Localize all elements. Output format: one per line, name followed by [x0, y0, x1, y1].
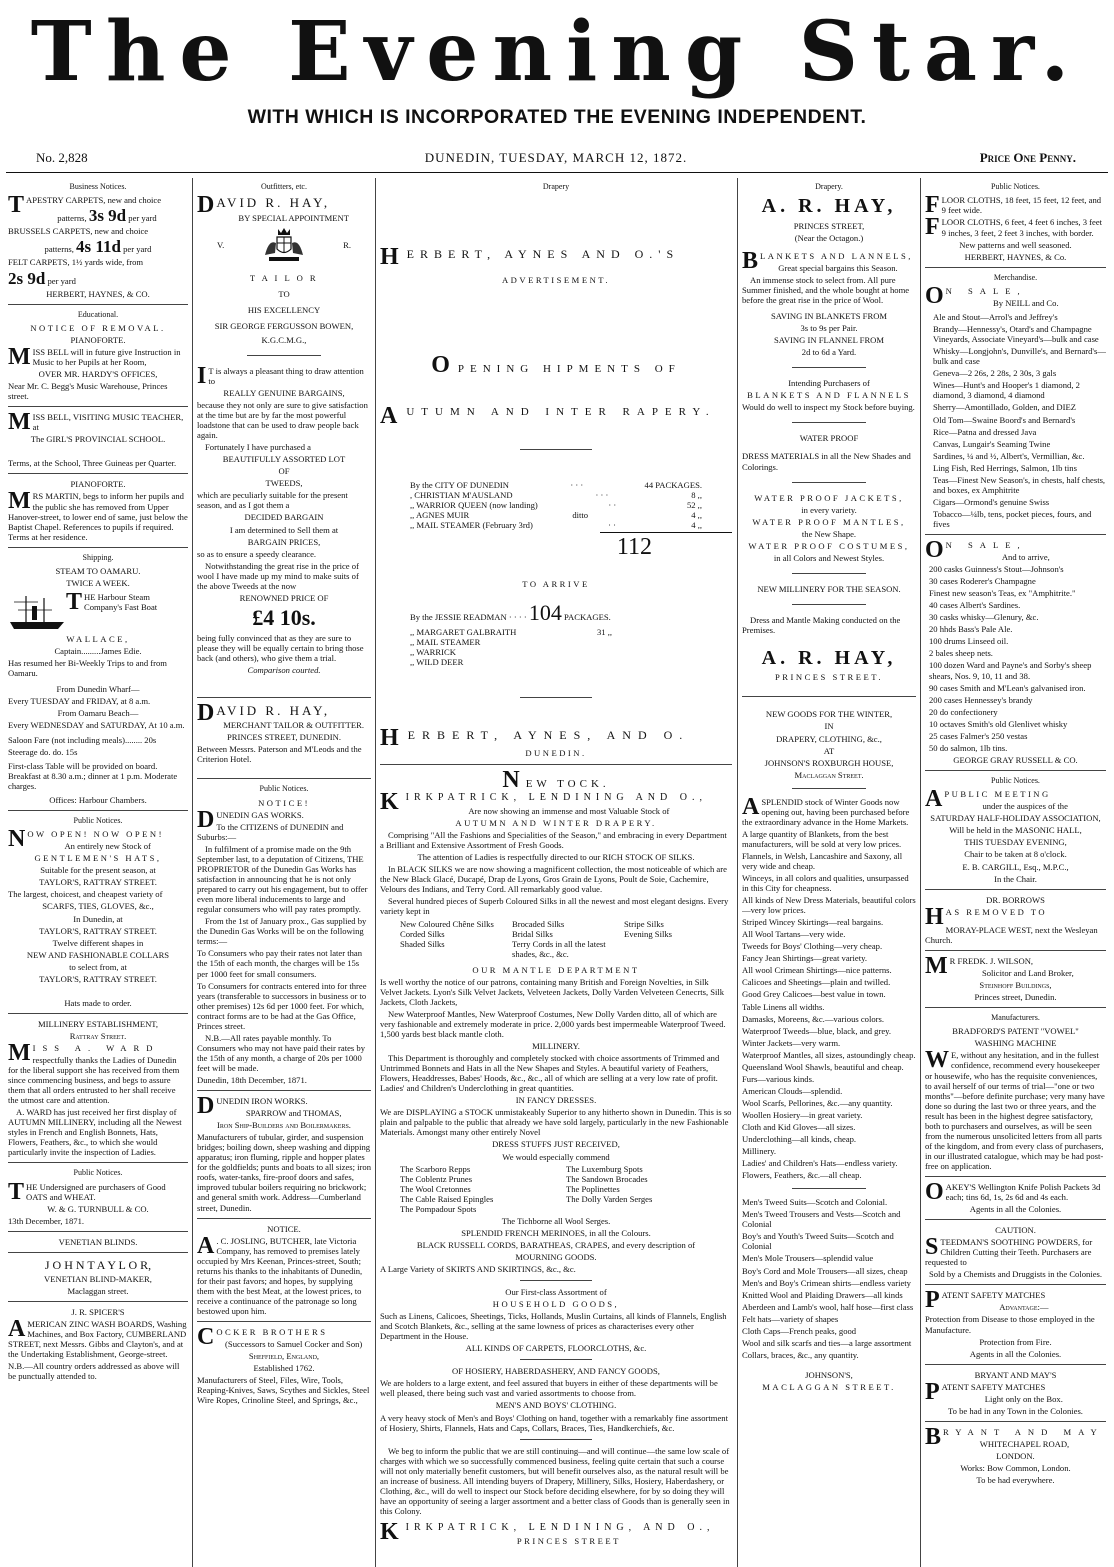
merchandise-item: Old Tom—Swaine Boord's and Bernard's	[933, 414, 1076, 425]
shipment-row	[410, 490, 702, 500]
a-r-hay-ad: A. R. HAY, PRINCES STREET, (Near the Octagon.) BLANKETS AND LANNELS, Great special bargains this Season. An immense stock to select from. All pure Summer finished, and the whole bought at home before the great rise in the price of Wool. SAVING IN BLANKETS FROM 3s to 9s per Pair. SAVING IN FLANNEL FROM 2d to 6d a Yard. Intending Purchasers of BLANKETS AND FLANNELS Would do well to inspect my Stock before buying. WATER PROOF DRESS MATERIALS in all the New Shades and Colorings. WATER PROOF JACKETS, in every variety. WATER PROOF MANTLES, the New Shape. WATER PROOF COSTUMES, in all Colors and Newest Styles. NEW MILLINERY FOR THE SEASON. Dress and Mantle Making conducted on the Premises. A. R. HAY, PRINCES STREET.	[742, 195, 915, 683]
goods-item: A large quantity of Blankets, from the best manufacturers, will be sold at very low prices.	[742, 828, 902, 849]
royal-crest-icon	[261, 225, 307, 265]
goods-item: Fancy Jean Shirtings—great variety.	[742, 953, 867, 964]
dress-stuff-item: The Wool Cretonnes	[400, 1183, 471, 1194]
newspaper-subtitle: WITH WHICH IS INCORPORATED THE EVENING INDEPENDENT.	[247, 106, 867, 128]
clothing-item: Men's Mole Trousers—splendid value	[742, 1253, 874, 1264]
wilson-notice: M R FREDK. J. WILSON, Solicitor and Land Broker, Steinhoff Buildings, Princes street, Dunedin.	[925, 952, 1074, 1002]
ship-packages: 4 ,,	[691, 510, 702, 521]
section-heading: Drapery.	[815, 182, 843, 191]
merchandise-item: Finest new season's Teas, ex "Amphitrite."	[929, 588, 1076, 599]
merchandise-item: 2 bales sheep nets.	[929, 648, 993, 659]
goods-item: Underclothing—all kinds, cheap.	[742, 1134, 857, 1145]
goods-item: Ladies' and Children's Hats—endless variety.	[742, 1158, 898, 1169]
goods-item: Queensland Wool Shawls, beautiful and cheap.	[742, 1061, 904, 1072]
goods-item: Winter Jackets—very warm.	[742, 1037, 841, 1048]
merchandise-item: 50 do salmon, 1lb tins.	[929, 742, 1008, 753]
merchandise-item: 40 cases Albert's Sardines.	[929, 600, 1021, 611]
dress-stuff-item: The Scarboro Repps	[400, 1163, 471, 1174]
section-heading: Public Notices.	[73, 1168, 123, 1178]
goods-item: Striped Wincey Skirtings—real bargains.	[742, 917, 884, 928]
safety-matches-ad: PATENT SAFETY MATCHES Advantage:— Protection from Disease to those employed in the Manufacture. Protection from Fire. Agents in all the Colonies.	[925, 1287, 1095, 1359]
goods-item: Table Linens all widths.	[742, 1001, 825, 1012]
millinery-ad: MILLINERY ESTABLISHMENT, Rattray Street. MISS A. WARD respectfully thanks the Ladies of Dunedin for the liberal support she has received from them since commencing business, and begs to assure them that all orders entrusted to her shall receive the utmost care and attention. A. WARD has just received her first display of AUTUMN MILLINERY, including all the Newest styles in French and English Bonnets, Hats, Flowers, Feathers, &c., to which she would particularly invite the inspection of Ladies.	[8, 1018, 182, 1158]
ship-note: · ·	[608, 500, 617, 511]
clothing-item: Cloth Caps—French peaks, good	[742, 1325, 857, 1336]
merchandise-item: 20 hhds Bass's Pale Ale.	[929, 624, 1013, 635]
johnsons-ad: NEW GOODS FOR THE WINTER, IN DRAPERY, CLOTHING, &c., AT JOHNSON'S ROXBURGH HOUSE, Maclaggan Street. ASPLENDID stock of Winter Goods now opening out, having been purchased before the extraordinary advance in the Home Markets. A large quantity of Blankets, from the best manufacturers, will be sold at very low prices. Flannels, in Welsh, Lancashire and Saxony, all very wide and cheap. Winceys, in all colors and qualities, unsurpassed in this City for cheapness. All kinds of New Dress Materials, beautiful colors—very low prices. Striped Wincey Skirtings—real bargains. All Wool Tartans—very wide. Tweeds for Boys' Clothing—very cheap. Fancy Jean Shirtings—great variety. All wool Crimean Shirtings—nice patterns. Calicoes and Sheetings—plain and twilled. Good Grey Calicoes—best value in town. Table Linens all widths. Damasks, Moreens, &c.—various colors. Waterproof Tweeds—blue, black, and grey. Winter Jackets—very warm. Waterproof Mantles, all sizes, astoundingly cheap. Queensland Wool Shawls, beautiful and cheap. Furs—various kinds. American Clouds—splendid. Wool Scarfs, Pellorines, &c.—any quantity. Woollen Hosiery—in great variety. Cloth and Kid Gloves—all sizes. Underclothing—all kinds, cheap. Millinery. Ladies' and Children's Hats—endless variety. Flowers, Feathers, &c.—all cheap. Men's Tweed Suits—Scotch and Colonial. Men's Tweed Trousers and Vests—Scotch and Colonial Boy's and Youth's Tweed Suits—Scotch and Colonial Men's Mole Trousers—splendid value Boy's Cord and Mole Trousers—all sizes, cheap Men's and Boy's Crimean shirts—endless variety Knitted Wool and Plaiding Drawers—all kinds Aberdeen and Lamb's wool, half hose—first class Felt hats—variety of shapes Cloth Caps—French peaks, good Wool and silk scarfs and ties—a large assortment Collars, braces, &c., any quantity. JOHNSON'S, MACLAGGAN STREET.	[742, 709, 916, 1392]
merchandise-item: Tobacco—¼lb, tens, pocket pieces, fours, and fives	[933, 508, 1092, 529]
clothing-item: Knitted Wool and Plaiding Drawers—all kinds	[742, 1289, 903, 1300]
merchandise-list-2	[925, 564, 1106, 753]
blinds-ad: VENETIAN BLINDS. J O H N T A Y L O R, VENETIAN BLIND-MAKER, Maclaggan street.	[8, 1237, 188, 1296]
arrival-row	[410, 627, 702, 637]
ship-name: By the CITY OF DUNEDIN	[410, 480, 509, 491]
goods-item: Waterproof Tweeds—blue, black, and grey.	[742, 1025, 892, 1036]
clothing-item: Boy's and Youth's Tweed Suits—Scotch and Colonial	[742, 1231, 894, 1252]
clothing-item: Wool and silk scarfs and ties—a large assortment	[742, 1337, 912, 1348]
goods-item: Wool Scarfs, Pellorines, &c.—any quantity.	[742, 1097, 893, 1108]
merchandise-item: Teas—Finest New Season's, in chests, half chests, and boxes, ex Amphitrite	[933, 474, 1106, 495]
silk-item: Bridal Silks	[512, 928, 553, 939]
merchandise-item: 10 octaves Smith's old Glenlivet whisky	[929, 718, 1068, 729]
clothing-item: Men's Tweed Suits—Scotch and Colonial.	[742, 1197, 888, 1208]
merchandise-item: Rice—Patna and dressed Java	[933, 426, 1037, 437]
goods-item: Calicoes and Sheetings—plain and twilled.	[742, 977, 891, 988]
silk-item: Stripe Silks	[624, 918, 664, 929]
kirkpatrick-glendining-ad: NEW TOCK. KIRKPATRICK, LENDINING AND O., Are now showing an immense and most Valuable Stock of AUTUMN AND WINTER DRAPERY. Comprising "All the Fashions and Specialities of the Season," and embracing in every Department a Brilliant and Extensive Assortment of Fresh Goods. The attention of Ladies is respectfully directed to our RICH STOCK OF SILKS. In BLACK SILKS we are now showing a magnificent collection, the most noticeable of which are the New Black Glacé, Ducapé, Drap de Lyons, Gros Grain de Lyons, Poult de Soie, Cachemire, Velours des Indians, and Terry Cord. All remarkably good value. Several hundred pieces of Superb Coloured Silks in all the newest and most elegant designs. Every variety kept in New Coloured Chêne Silks Brocaded Silks Stripe Silks Corded Silks Bridal Silks Evening Silks Shaded Silks Terry Cords in all the latest shades, &c., &c. OUR MANTLE DEPARTMENT Is well worthy the notice of our patrons, containing many British and Foreign Novelties, in Silk Velvet Jackets. Lyon's Silk Velvet Jackets, Velveteen Jackets, Dolly Varden Velveteen Cenecrts, Silk Jackets, Cloth Jackets, New Waterproof Mantles, New Waterproof Costumes, New Dolly Varden ditto, all of which are very fashionable and extremely moderate in price. 2,000 yards best impermeable Waterproof Tweed. 1,500 yards best black mantle cloth. MILLINERY. This Department is thoroughly and completely stocked with choice assortments of Trimmed and Untrimmed Bonnets and Hats in all the New Shapes and Styles. A beautiful variety of Feathers, Flowers, Headdresses, Babes' Hoods, &c., &c., all of which are selling at a very low rate of profit. Ladies' and Children's Underclothing in great quantities. IN FANCY DRESSES. We are DISPLAYING a STOCK unmistakeably Superior to any hitherto shown in Dunedin. This is so plain and palpable to the public that already we have sold largely, particularly in the new Fashionable Materials. Amongst many other entirely Novel DRESS STUFFS JUST RECEIVED, We would especially commend The Scarboro Repps The Luxemburg Spots The Coblentz Prunes The Sandown Brocades The Wool Cretonnes The Poplinettes The Cable Raised Epingles The Dolly Varden Serges The Pompadour Spots The Tichborne all Wool Serges. SPLENDID FRENCH MERINOES, in all the Colours. BLACK RUSSELL CORDS, BARATHEAS, CRAPES, and every description of MOURNING GOODS. A Large Variety of SKIRTS AND SKIRTINGS, &c., &c. Our First-class Assortment of HOUSEHOLD GOODS, Such as Linens, Calicoes, Sheetings, Ticks, Hollands, Muslin Curtains, all kinds of Flannels, English and Scotch Blankets, &c., selling at the same lowness of prices as characterises every other Department in the House. ALL KINDS OF CARPETS, FLOORCLOTHS, &c. OF HOSIERY, HABERDASHERY, AND FANCY GOODS, We are holders to a large extent, and feel assured that buyers in either of these departments will be well pleased, there being such vast and varied assortments to choose from. MEN'S AND BOYS' CLOTHING. A very heavy stock of Men's and Boys' Clothing on hand, together with a remarkably fine assortment of Hosiery, Shirts, Flannels, Hats and Caps, Collars, Braces, Ties, Handkerchiefs, &c. We beg to inform the public that we are still continuing—and will continue—the same low scale of charges with which we so successfully commenced business, feeling quite certain that such a course will not only materially benefit customers, but will benefit ourselves also, as the natural result will be an increase of business. All intending buyers of Drapery, Millinery, Silks, Hosiery, Haberdashery, or Clothing, &c., will do well to inspect our Stock before deciding elsewhere, for by so doing they will have an opportunity of seeing a larger assortment and a better class of Goods than is generally seen in this Colony. KIRKPATRICK, LENDINING, AND O., PRINCES STREET	[380, 766, 732, 1546]
shipments-list	[380, 480, 732, 530]
silk-item: Corded Silks	[400, 928, 445, 939]
tailor-ad: DAVID R. HAY, BY SPECIAL APPOINTMENT V. R. T A I L O R TO HIS EXCELLENCY SIR GEORGE FERGUSSON BOWEN, K.G.C.M.G., I T is always a pleasant thing to draw attention to REALLY GENUINE BARGAINS, because they not only are sure to give satisfaction at the time but are by far the most powerful loadstone that can be used to draw people back again. Fortunately I have purchased a BEAUTIFULLY ASSORTED LOT OF TWEEDS, which are peculiarly suitable for the present season, and as I got them a DECIDED BARGAIN I am determined to Sell them at BARGAIN PRICES, so as to ensure a speedy clearance. Notwithstanding the great rise in the price of wool I have made up my mind to make suits of the above Tweeds at the now RENOWNED PRICE OF £4 10s. being fully convinced that as they are sure to please they will be equally certain to bring those back (and others), who give them a trial. Comparison courted.	[197, 195, 371, 675]
dr-borrows-notice: DR. BORROWS HAS REMOVED TO MORAY-PLACE WEST, next the Wesleyan Church.	[925, 894, 1098, 945]
ship-note: · ·	[608, 520, 616, 531]
silk-item	[624, 939, 732, 959]
steamship-icon	[8, 592, 66, 632]
goods-item: Woollen Hosiery—in great variety.	[742, 1109, 863, 1120]
section-heading: Outfitters, etc.	[261, 182, 307, 191]
arrival-packages: 31 ,,	[596, 627, 612, 638]
column-divider	[920, 178, 921, 1567]
column-divider	[737, 178, 738, 1567]
bryant-may-ad: BRYANT AND MAY'S PATENT SAFETY MATCHES Light only on the Box. To be had in any Town in the Colonies. BRYANT AND MAY WHITECHAPEL ROAD, LONDON. Works: Bow Common, London. To be had everywhere.	[925, 1370, 1106, 1485]
ship-note: · · ·	[595, 490, 609, 501]
clothing-item: Men's and Boy's Crimean shirts—endless variety	[742, 1277, 911, 1288]
arrival-row	[410, 637, 702, 647]
clothing-item: Men's Tweed Trousers and Vests—Scotch and Colonial	[742, 1209, 901, 1230]
ship-packages: 8 ,,	[691, 490, 702, 501]
iron-works-ad: DUNEDIN IRON WORKS. SPARROW and THOMAS, Iron Ship-Builders and Boilermakers. Manufacturers of tubular, girder, and suspension bridges; boiling down, sheep washing and dipping apparatus; iron fluming, ripple and hopper plates for the goldfields; punts and boats to all sizes; iron roofs, water-tanks, fire-proof doors and safes, improved tubular boilers requiring no brickwork; and general smith work. Address—Cumberland street, Dunedin.	[197, 1093, 371, 1213]
issue-number: No. 2,828	[36, 150, 88, 165]
gas-works-notice: NOTICE! DUNEDIN GAS WORKS. To the CITIZENS of DUNEDIN and Suburbs:— In fulfilment of a promise made on the 9th September last, to a deputation of Citizens, THE PROPRIETOR of the Dunedin Gas Works has satisfaction in announcing that he is not only prepared to carry out his engagement, but to offer even more liberal inducements to large and regular consumers who will pay rates promptly. From the 1st of January prox., Gas supplied by the Dunedin Gas Works will be on the following terms:— To Consumers who pay their rates not later than the 15th of each month, the charges will be 15s per 1000 feet for small consumers. To Consumers for contracts entered into for three years (transferable to successors in business or to other premises) 12s 6d per 1000 feet. For which, contract forms are to be had at the Gas Office, Princes street. N.B.—All rates payable monthly. To Consumers who may not have paid their rates by the 15th of any month, a charge of 20s per 1000 feet will be made. Dunedin, 18th December, 1871.	[197, 797, 368, 1085]
ship-packages: 52 ,,	[686, 500, 702, 511]
floor-cloths-ad: FLOOR CLOTHS, 18 feet, 15 feet, 12 feet, and 9 feet wide. FLOOR CLOTHS, 6 feet, 4 feet 6 inches, 3 feet 9 inches, 3 feet, 2 feet 3 inches, with border. New patterns and well seasoned. HERBERT, HAYNES, & Co.	[925, 192, 1103, 262]
ship-packages: 44 PACKAGES.	[644, 480, 702, 491]
column-5	[925, 180, 1106, 1565]
ship-name: , CHRISTIAN M'AUSLAND	[410, 490, 513, 501]
russell-sale-ad: O N SALE, And to arrive, 200 casks Guinness's Stout—Johnson's 30 cases Roderer's Champagne Finest new season's Teas, ex "Amphitrite." 40 cases Albert's Sardines. 30 casks whisky—Glenury, &c. 20 hhds Bass's Pale Ale. 100 drums Linseed oil. 2 bales sheep nets. 100 dozen Ward and Payne's and Sorby's sheep shears, Nos. 9, 10, 11 and 38. 90 cases Smith and M'Lean's galvanised iron. 200 cases Hennessey's brandy 20 do confectionery 10 octaves Smith's old Glenlivet whisky 25 cases Falmer's 250 vestas 50 do salmon, 1lb tins. GEORGE GRAY RUSSELL & CO.	[925, 540, 1106, 765]
winter-goods-list	[742, 829, 916, 1180]
goods-item: Flowers, Feathers, &c.—all cheap.	[742, 1170, 862, 1181]
merchandise-item: Cigars—Ormond's genuine Swiss	[933, 496, 1050, 507]
section-heading: Merchandise.	[993, 272, 1038, 282]
silk-item: Brocaded Silks	[512, 918, 565, 929]
goods-item: American Clouds—splendid.	[742, 1085, 843, 1096]
arrival-ship: ,, MARGARET GALBRAITH	[410, 627, 517, 638]
goods-item: Tweeds for Boys' Clothing—very cheap.	[742, 941, 883, 952]
arrival-ship: ,, WARRICK	[410, 647, 456, 658]
dress-stuff-item: The Luxemburg Spots	[566, 1163, 643, 1174]
hats-ad: NOW OPEN! NOW OPEN! An entirely new Stock of GENTLEMEN'S HATS, Suitable for the present season, at TAYLOR'S, RATTRAY STREET. The largest, choicest, and cheapest variety of SCARFS, TIES, GLOVES, &c., In Dunedin, at TAYLOR'S, RATTRAY STREET. Twelve different shapes in NEW AND FASHIONABLE COLLARS to select from, at TAYLOR'S, RATTRAY STREET. Hats made to order.	[8, 826, 170, 1008]
butcher-notice: NOTICE. A . C. JOSLING, BUTCHER, late Victoria Company, has removed to premises lately occupied by Mrs Keenan, Princes-street, South; returns his thanks to the inhabitants of Dunedin, for their past favors; and hopes, by supplying them with the best Meat, at the lowest prices, to receive a continuance of the patronage so long bestowed upon him.	[197, 1223, 363, 1316]
goods-item: All Wool Tartans—very wide.	[742, 929, 846, 940]
merchandise-item: Geneva—2 26s, 2 28s, 2 30s, 3 gals	[933, 368, 1057, 379]
newspaper-title: The Evening Star.	[30, 4, 1084, 100]
knife-polish-ad: OAKEY'S Wellington Knife Polish Packets 3d each; tins 6d, 1s, 2s 6d and 4s each. Agents in all the Colonies.	[925, 1179, 1101, 1215]
column-2	[197, 180, 371, 1565]
section-heading: Public Notices.	[73, 815, 123, 825]
neill-sale-ad: O N SALE, By NEILL and Co. Ale and Stout—Arrol's and Jeffrey's Brandy—Hennessy's, Otard's and Champagne Vineyards, Associate Vineyard's—bulk and case Whisky—Longjohn's, Dunville's, and Bernard's—bulk and case Geneva—2 26s, 2 28s, 2 30s, 3 gals Wines—Hunt's and Hooper's 1 diamond, 2 diamond, 3 diamond, 4 diamond Sherry—Amontillado, Golden, and DIEZ Old Tom—Swaine Boord's and Bernard's Rice—Patna and dressed Java Canvas, Lungair's Seaming Twine Sardines, ¼ and ½, Albert's, Vermillian, &c. Ling Fish, Red Herrings, Salmon, 1lb tins Teas—Finest New Season's, in chests, half chests, and boxes, ex Amphitrite Cigars—Ormond's genuine Swiss Tobacco—¼lb, tens, pocket pieces, fours, and fives	[925, 283, 1106, 529]
merchandise-item: Brandy—Hennessy's, Otard's and Champagne Vineyards, Associate Vineyard's—bulk and case	[933, 324, 1099, 345]
merchandise-item: Sardines, ¼ and ½, Albert's, Vermillian, &c.	[933, 450, 1085, 461]
section-heading: Public Notices.	[991, 182, 1040, 191]
merchandise-item: 100 drums Linseed oil.	[929, 636, 1009, 647]
goods-item: Flannels, in Welsh, Lancashire and Saxony, all very wide and cheap.	[742, 850, 903, 871]
goods-item: All wool Crimean Shirtings—nice patterns.	[742, 965, 892, 976]
column-1	[8, 180, 188, 1565]
clothing-item: Boy's Cord and Mole Trousers—all sizes, cheap	[742, 1265, 908, 1276]
caution-notice: CAUTION. STEEDMAN'S SOOTHING POWDERS, for Children Cutting their Teeth. Purchasers are requested to Sold by a Chemists and Druggists in the Colonies.	[925, 1225, 1103, 1280]
clothing-list	[742, 1197, 916, 1360]
grain-notice: THE Undersigned are purchasers of Good OATS and WHEAT. W. & G. TURNBULL & CO. 13th December, 1871.	[8, 1178, 166, 1226]
herbert-haynes-ad: HERBERT, AYNES AND O.'S ADVERTISEMENT. OPENING HIPMENTS OF AUTUMN AND INTER RAPERY. By the CITY OF DUNEDIN · · · 44 PACKAGES. , CHRISTIAN M'AUSLAND · · · 8 ,, ,, WARRIOR QUEEN (now landing) · · 52 ,, ,, AGNES MUIR ditto 4 ,, ,, MAIL STEAMER (February 3rd) · · 4 ,, 112 TO ARRIVE By the JESSIE READMAN · · · · 104 PACKAGES. ,, MARGARET GALBRAITH 31 ,, ,, MAIL STEAMER ,, WARRICK ,, WILD DEER HERBERT, AYNES, AND O. DUNEDIN.	[380, 247, 732, 758]
merchandise-item: 90 cases Smith and M'Lean's galvanised iron.	[929, 682, 1086, 693]
dress-stuff-item: The Sandown Brocades	[566, 1173, 648, 1184]
goods-item: Waterproof Mantles, all sizes, astoundingly cheap.	[742, 1049, 916, 1060]
arrival-row	[410, 657, 702, 667]
dress-stuff-item: The Pompadour Spots	[400, 1203, 477, 1214]
merchandise-item: Whisky—Longjohn's, Dunville's, and Bernard's—bulk and case	[933, 346, 1106, 367]
merchandise-item: Canvas, Lungair's Seaming Twine	[933, 438, 1051, 449]
cocker-brothers-ad: COCKER BROTHERS (Successors to Samuel Cocker and Son) Sheffield, England, Established 1762. Manufacturers of Steel, Files, Wire, Tools, Reaping-Knives, Saws, Scythes and Sickles, Steel Wire Ropes, Crinoline Steel, and Springs, &c.,	[197, 1323, 370, 1406]
dress-stuff-item: The Cable Raised Epingles	[400, 1193, 494, 1204]
arrival-ship: ,, WILD DEER	[410, 657, 464, 668]
goods-item: Damasks, Moreens, &c.—various colors.	[742, 1013, 885, 1024]
merchandise-item: 200 casks Guinness's Stout—Johnson's	[929, 564, 1064, 575]
dress-stuff-item: The Dolly Varden Serges	[566, 1193, 653, 1204]
shipment-row	[410, 510, 702, 520]
goods-item: Cloth and Kid Gloves—all sizes.	[742, 1122, 856, 1132]
shipment-row	[410, 520, 702, 530]
ship-name: ,, AGNES MUIR	[410, 510, 470, 521]
goods-item: All kinds of New Dress Materials, beautiful colors—very low prices.	[742, 895, 916, 916]
merchandise-item: 30 casks whisky—Glenury, &c.	[929, 612, 1039, 623]
section-heading: Drapery	[542, 182, 570, 191]
washboard-ad: J. R. SPICER'S AMERICAN ZINC WASH BOARDS, Washing Machines, and Box Factory, CUMBERLAND STREET, next Messrs. Gibbs and Clayton's, and at the Undertaking Establishment, George-street. N.B.—All country orders addressed as above will be punctually attended to.	[8, 1307, 187, 1382]
column-4	[742, 180, 916, 1565]
merchandise-item: 30 cases Roderer's Champagne	[929, 576, 1036, 587]
suit-price: £4 10s.	[252, 604, 316, 630]
column-3	[380, 180, 732, 1565]
silk-item: New Coloured Chêne Silks	[400, 918, 494, 929]
ship-name: ,, MAIL STEAMER (February 3rd)	[410, 520, 533, 531]
merchandise-item: Ale and Stout—Arrol's and Jeffrey's	[933, 312, 1058, 323]
public-meeting-notice: APUBLIC MEETING under the auspices of the SATURDAY HALF-HOLIDAY ASSOCIATION, Will be held in the MASONIC HALL, THIS TUESDAY EVENING, Chair to be taken at 8 o'clock. E. B. CARGILL, Esq., M.P.C., In the Chair.	[925, 786, 1101, 884]
ship-packages: 4 ,,	[691, 520, 702, 531]
issue-price: Price One Penny.	[979, 150, 1076, 165]
merchandise-item: 25 cases Falmer's 250 vestas	[929, 730, 1028, 741]
masthead	[0, 0, 1114, 140]
silk-item: Shaded Silks	[400, 938, 445, 949]
shipment-row	[410, 480, 702, 490]
section-heading: Public Notices.	[259, 784, 309, 794]
column-divider	[192, 178, 193, 1567]
clothing-item: Aberdeen and Lamb's wool, half hose—first class	[742, 1301, 914, 1312]
merchandise-item: Sherry—Amontillado, Golden, and DIEZ	[933, 402, 1076, 413]
music-notice: NOTICE OF REMOVAL. PIANOFORTE. MISS BELL will in future give Instruction in Music to her Pupils at her Room, OVER MR. HARDY'S OFFICES, Near Mr. C. Begg's Music Warehouse, Princes street. MISS BELL, VISITING MUSIC TEACHER, at The GIRL'S PROVINCIAL SCHOOL. Terms, at the School, Three Guineas per Quarter. PIANOFORTE. MRS MARTIN, begs to inform her pupils and the public she has removed from Upper Hanover-street, to lower end of same, just below the Baptist Chapel. References to pupils if required. Terms at her residence.	[8, 322, 188, 542]
dress-stuff-item	[566, 1204, 732, 1214]
section-heading: Shipping.	[82, 552, 114, 562]
merchandise-list	[925, 312, 1106, 529]
section-heading: Educational.	[77, 309, 119, 319]
top-rule	[6, 172, 1108, 173]
washing-machine-ad: BRADFORD'S PATENT "VOWEL" WASHING MACHINE W E, without any hesitation, and in the fullest confidence, recommend every housekeeper or housewife, who has the requisite conveniences, to avail herself of our terms of trial—"one or two months"—before definite purchase; very many have done so during the last two or three years, and the result has been in the highest degree satisfactory, both to purchasers and ourselves, as will be seen from the numerous unsolicited letters from all parts of the kingdom, and from every class of purchasers, in our illustrated catalogue, which may be had post-free on application.	[925, 1026, 1105, 1171]
carpets-ad: TAPESTRY CARPETS, new and choice patterns, 3s 9d per yard BRUSSELS CARPETS, new and choice patterns, 4s 11d per yard FELT CARPETS, 1½ yards wide, from 2s 9d per yard HERBERT, HAYNES, & CO.	[8, 192, 162, 299]
goods-item: Furs—various kinds.	[742, 1073, 815, 1084]
merchandise-item: 200 cases Hennessey's brandy	[929, 694, 1033, 705]
issue-date: DUNEDIN, TUESDAY, MARCH 12, 1872.	[424, 150, 688, 165]
silk-item: Terry Cords in all the latest shades, &c., &c.	[512, 938, 606, 959]
packages-total: 112	[600, 532, 732, 561]
arrival-row	[410, 647, 702, 657]
silks-table	[380, 919, 732, 959]
arrivals-list	[380, 627, 732, 667]
section-heading: Manufacturers.	[991, 1012, 1040, 1022]
shipping-ad: STEAM TO OAMARU. TWICE A WEEK. THE Harbour Steam Company's Fast Boat WALLACE, Captain.........James Edie. Has resumed her Bi-Weekly Trips to and from Oamaru. From Dunedin Wharf— Every TUESDAY and FRIDAY, at 8 a.m. From Oamaru Beach— Every WEDNESDAY and SATURDAY, At 10 a.m. Saloon Fare (not including meals)........ 20s Steerage do. do. 15s First-class Table will be provided on board. Breakfast at 8.30 a.m.; dinner at 1 p.m. Moderate charges. Offices: Harbour Chambers.	[8, 566, 185, 805]
merchandise-item: Wines—Hunt's and Hooper's 1 diamond, 2 diamond, 3 diamond, 4 diamond	[933, 380, 1080, 401]
column-divider	[375, 178, 376, 1567]
clothing-item: Collars, braces, &c., any quantity.	[742, 1349, 859, 1360]
goods-item: Winceys, in all colors and qualities, unsurpassed in this City for cheapness.	[742, 873, 909, 894]
merchandise-item: 20 do confectionery	[929, 706, 998, 717]
jessie-readman-count: 104	[528, 599, 562, 625]
merchandise-item: Ling Fish, Red Herrings, Salmon, 1lb tins	[933, 462, 1077, 473]
goods-item: Good Grey Calicoes—best value in town.	[742, 989, 886, 1000]
silk-item: Evening Silks	[624, 928, 672, 939]
section-heading: Business Notices.	[69, 182, 127, 191]
merchandise-item: 100 dozen Ward and Payne's and Sorby's sheep shears, Nos. 9, 10, 11 and 38.	[929, 660, 1092, 681]
dress-stuff-item: The Poplinettes	[566, 1183, 620, 1194]
ship-note: · · ·	[570, 480, 584, 491]
clothing-item: Felt hats—variety of shapes	[742, 1313, 839, 1324]
goods-item: Millinery.	[742, 1146, 777, 1157]
dateline	[36, 150, 1076, 170]
shipment-row	[410, 500, 702, 510]
ship-note: ditto	[572, 510, 589, 521]
tailor-ad-2: DAVID R. HAY, MERCHANT TAILOR & OUTFITTER. PRINCES STREET, DUNEDIN. Between Messrs. Paterson and M'Leods and the Criterion Hotel.	[197, 700, 365, 765]
section-heading: Public Notices.	[991, 775, 1040, 785]
dress-stuffs-table	[380, 1164, 732, 1214]
ship-name: ,, WARRIOR QUEEN (now landing)	[410, 500, 538, 511]
dress-stuff-item: The Coblentz Prunes	[400, 1173, 473, 1184]
arrival-ship: ,, MAIL STEAMER	[410, 637, 481, 648]
